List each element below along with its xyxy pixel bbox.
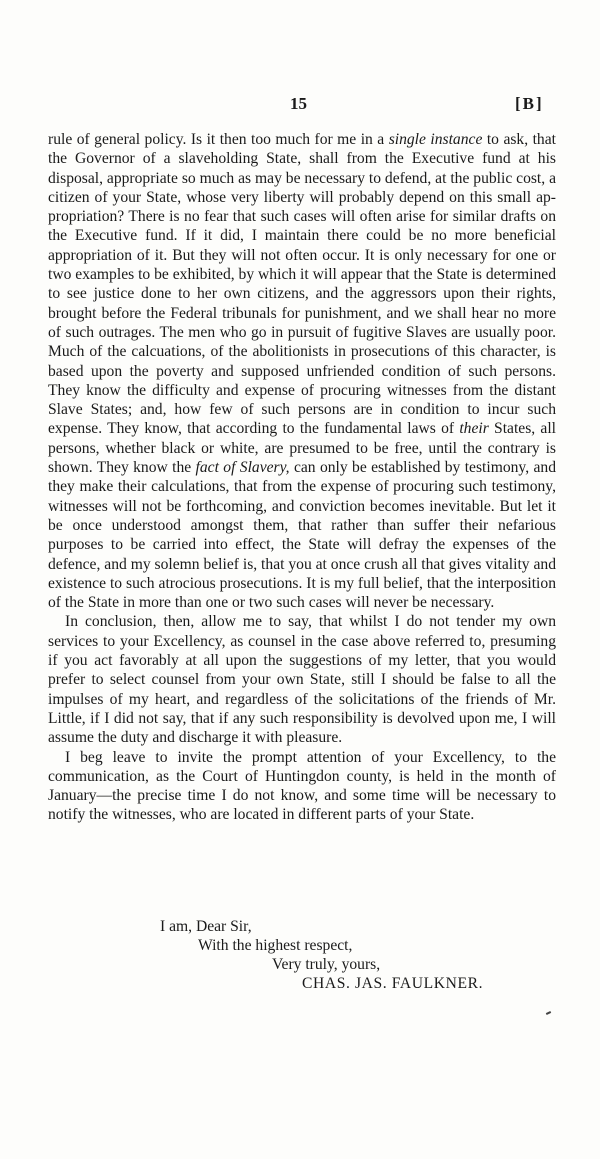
text-run: I beg leave to invite the prompt attention of your Excellency, to the communication, as the Court of Huntingdon county, is held in the month of January—the precise time I do not know, and some time will be necessary to notify the witnesses, who are located in different parts of your State. xyxy=(48,748,556,824)
paragraph xyxy=(48,612,556,747)
paragraph xyxy=(48,748,556,825)
letter-body xyxy=(48,130,556,825)
text-run: to ask, that the Governor of a slaveholding State, shall from the Executive fund at his disposal, appropriate so much as may be necessary to defend, at the public cost, a citizen of your State, whose very liberty will probably depend on this small appropriation? There is no fear that such cases will often arise for similar drafts on the Executive fund. If it did, I maintain there could be no more beneficial appropriation of it. But they will not often occur. It is only necessary for one or two examples to be exhibited, by which it will appear that the State is determined to see justice done to her own citizens, and the aggressors upon their rights, brought before the Federal tribunals for punishment, and we shall hear no more of such outrages. The men who go in pursuit of fugitive Slaves are usually poor. Much of the calcuations, of the abolitionists in prosecutions of this character, is based upon the poverty and supposed unfriended condition of such persons. They know the difficulty and expense of procuring witnesses from the distant Slave States; and, how few of such persons are in condition to incur such expense. They know, that according to the fundamental laws of xyxy=(48,131,556,438)
page-number: 15 xyxy=(290,94,307,113)
text-run: States, all persons, whether black or white, are presumed to be free, until the contrary is shown. They know the xyxy=(48,420,557,477)
closing-yours: Very truly, yours, xyxy=(272,956,381,973)
italic-text: single instance xyxy=(388,131,483,148)
page-header xyxy=(0,94,600,118)
italic-text: fact of Slavery, xyxy=(195,459,290,477)
signature-mark: [B] xyxy=(515,94,544,113)
text-run: can only be established by testimony, and they make their calculations, that from the expense of procuring such testimony, witnesses will not be forthcoming, and conviction becomes inevitable. But let it be once understood amongst them, that rather than suffer their nefarious purposes to be carried into effect, the State will defray the expenses of the defence, and my solemn belief is, that you at once crush all that gives vitality and existence to such atrocious prosecutions. It is my full belief, that the interposition of the State in more than one or two such cases will never be necessary. xyxy=(48,459,556,612)
closing-respect: With the highest respect, xyxy=(198,937,353,954)
signature-name: CHAS. JAS. FAULKNER. xyxy=(302,975,484,992)
italic-text: their xyxy=(459,420,489,438)
text-run: In conclusion, then, allow me to say, that whilst I do not tender my own services to your Excellency, as counsel in the case above referred to, presuming if you act favorably at all upon the suggestions of my letter, that you would prefer to select counsel from your own State, still I should be false to all the impulses of my heart, and regardless of the solicitations of the friends of Mr. Little, if I did not say, that if any such responsibility is devolved upon me, I will assume the duty and discharge it with pleasure. xyxy=(48,613,556,747)
closing-salutation: I am, Dear Sir, xyxy=(160,918,252,935)
paragraph xyxy=(48,130,556,612)
ink-speck xyxy=(546,1011,551,1015)
text-run: rule of general policy. Is it then too much for me in a xyxy=(48,131,389,148)
